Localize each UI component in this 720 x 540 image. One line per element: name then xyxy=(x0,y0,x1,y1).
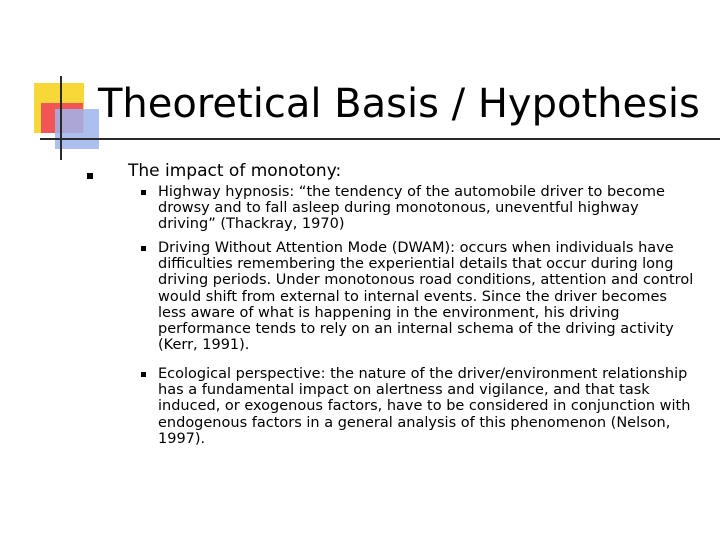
subbullet-ecological-perspective: Ecological perspective: the nature of the driver/environment relationship has a fundamental impact on alertness and vigilance, and that task induced, or exogenous factors, have to be considered in conjunction with endogenous factors in a general analysis of this phenomenon (Nelson, 1997). xyxy=(158,366,691,447)
bullet-square-icon xyxy=(87,173,93,179)
subbullet-highway-hypnosis: Highway hypnosis: “the tendency of the automobile driver to become drowsy and to fall asleep during monotonous, uneventful highway driving” (Thackray, 1970) xyxy=(158,184,665,233)
bullet-text-main: The impact of monotony: xyxy=(128,161,342,181)
title-divider-line xyxy=(40,138,720,140)
decor-vertical-line xyxy=(60,76,62,160)
subbullet-dwam: Driving Without Attention Mode (DWAM): occurs when individuals have difficulties remembering the experiential details that occur during long driving periods. Under monotonous road conditions, attention and control would shift from external to internal events. Since the driver becomes less aware of what is happening in the environment, his driving performance tends to rely on an internal schema of the driving activity (Kerr, 1991). xyxy=(158,240,694,354)
bullet-square-icon xyxy=(141,246,146,251)
slide-title: Theoretical Basis / Hypothesis xyxy=(98,81,700,127)
bullet-square-icon xyxy=(141,372,146,377)
bullet-square-icon xyxy=(141,190,146,195)
